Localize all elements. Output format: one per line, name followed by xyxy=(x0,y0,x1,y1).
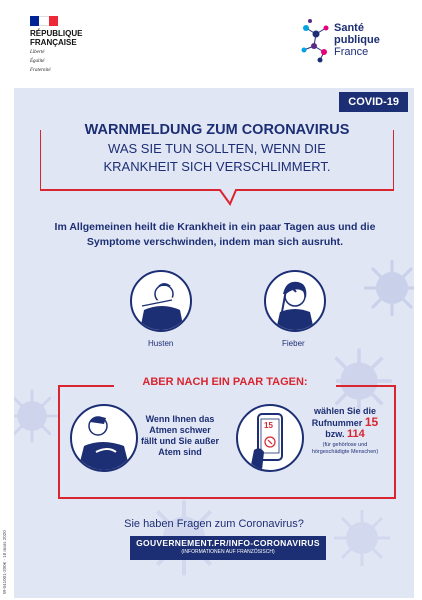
fever-illustration xyxy=(264,270,326,332)
spf-line3: France xyxy=(334,46,369,58)
fever-label: Fieber xyxy=(282,339,305,348)
cough-icon xyxy=(132,272,190,330)
breathing-illustration xyxy=(70,404,138,472)
document-reference: W-041001-200€ - 18 mars 2020 xyxy=(2,530,7,594)
government-link[interactable] xyxy=(130,536,326,560)
phone-illustration xyxy=(236,404,304,472)
title-line1: WARNMELDUNG ZUM CORONAVIRUS xyxy=(84,122,350,138)
flag-icon xyxy=(30,16,58,26)
call-bzw: bzw. xyxy=(325,429,345,439)
call-prefix: wählen Sie die Rufnummer xyxy=(311,406,377,428)
intro-text: Im Allgemeinen heilt die Krankheit in ein paar Tagen aus und die Symptome verschwinden, indem man sich ausruht. xyxy=(54,221,376,248)
phone-screen-number: 15 xyxy=(264,421,273,430)
cough-label: Husten xyxy=(148,339,174,348)
spf-line2: publique xyxy=(334,34,380,46)
cough-illustration xyxy=(130,270,192,332)
rf-motto-line2: Égalité xyxy=(30,59,45,64)
breathing-difficulty-icon xyxy=(72,406,136,470)
rf-name-line1: RÉPUBLIQUE xyxy=(30,29,83,38)
header xyxy=(0,0,422,82)
virus-icon xyxy=(362,258,414,318)
emergency-number-15: 15 xyxy=(364,415,379,429)
government-url-note: (INFORMATIONEN AUF FRANZÖSISCH) xyxy=(181,549,275,555)
breathing-text: Wenn Ihnen das Atmen schwer fällt und Sie außer Atem sind xyxy=(140,414,219,457)
faq-question: Sie haben Fragen zum Coronavirus? xyxy=(124,518,304,530)
title-line3: KRANKHEIT SICH VERSCHLIMMERT. xyxy=(103,159,331,174)
rf-motto-line3: Fraternité xyxy=(30,68,51,73)
emergency-number-114: 114 xyxy=(346,428,365,440)
virus-icon xyxy=(332,508,392,568)
government-url[interactable]: GOUVERNEMENT.FR/INFO-CORONAVIRUS xyxy=(136,538,320,548)
call-text xyxy=(306,406,384,456)
main-panel xyxy=(14,88,414,598)
deaf-note: (für gehörlose und hörgeschädigte Menschen) xyxy=(311,442,379,455)
rf-name-line2: FRANÇAISE xyxy=(30,38,77,47)
republique-francaise-logo xyxy=(30,16,82,74)
rf-motto-line1: Liberté xyxy=(30,50,45,55)
spf-line1: Santé xyxy=(334,22,364,34)
title-line2: WAS SIE TUN SOLLTEN, WENN DIE xyxy=(108,141,326,156)
title-bubble xyxy=(40,110,394,206)
sante-publique-france-logo xyxy=(300,18,410,66)
phone-icon xyxy=(238,406,302,470)
virus-icon xyxy=(14,388,60,444)
fever-icon xyxy=(266,272,324,330)
molecule-icon xyxy=(300,18,332,66)
warning-title: ABER NACH EIN PAAR TAGEN: xyxy=(114,376,336,388)
covid-badge: COVID-19 xyxy=(339,92,408,112)
